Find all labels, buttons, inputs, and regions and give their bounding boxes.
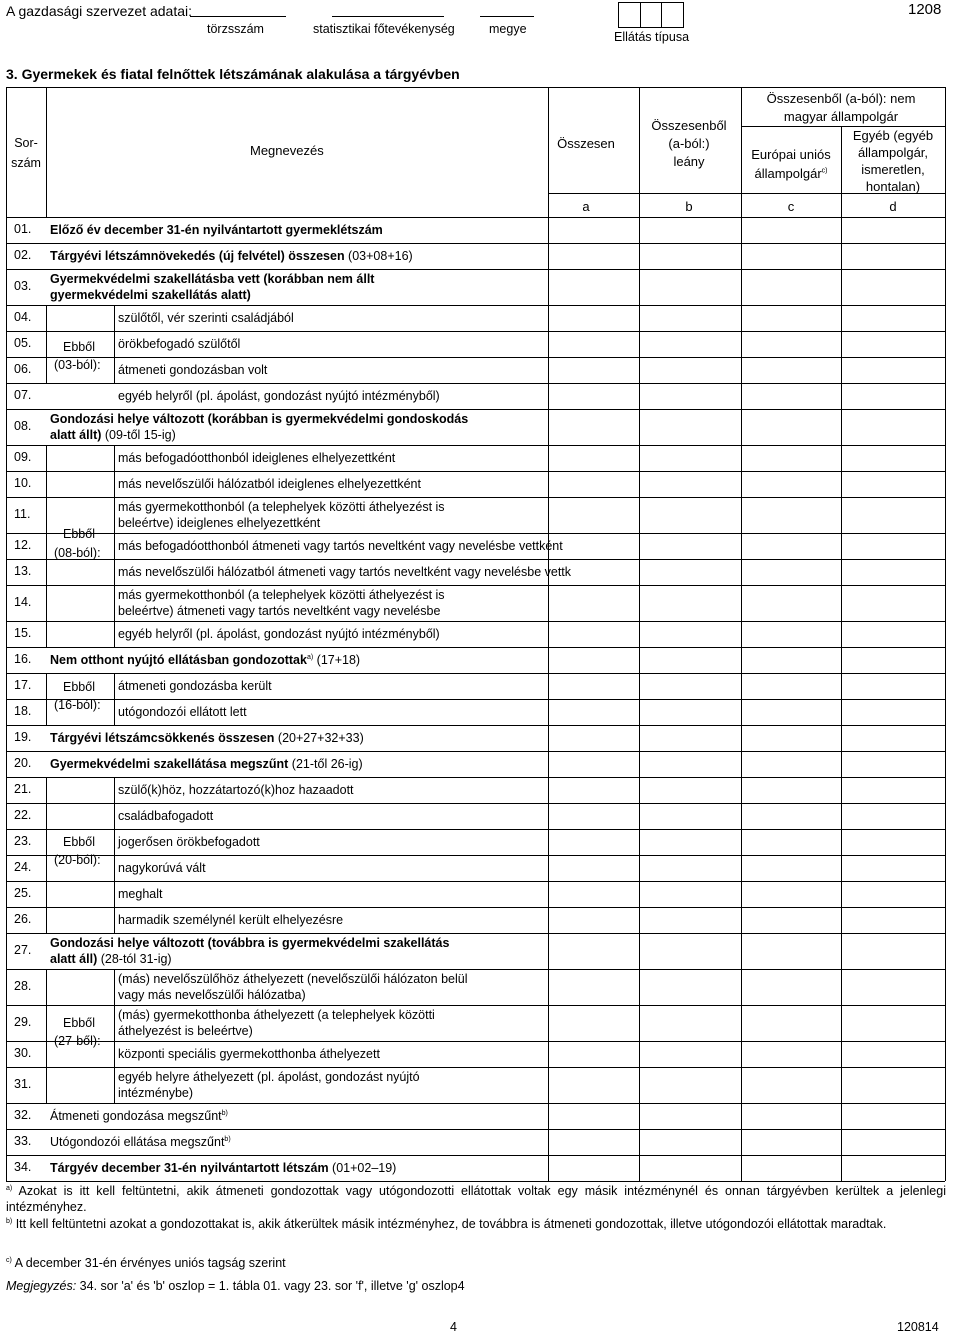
row-label-cont: áthelyezést is beleértve) <box>118 1024 253 1038</box>
group-ebbol-2: Ebből <box>63 527 95 541</box>
row-number: 29. <box>14 1015 32 1029</box>
row-border <box>6 1129 945 1130</box>
group-right-border <box>114 305 115 383</box>
row-label-range: (28-tól 31-ig) <box>97 952 172 966</box>
row-label-cont: alatt állt) <box>50 428 102 442</box>
row-number: 06. <box>14 362 32 376</box>
row-label <box>118 499 445 531</box>
group-left-border <box>46 445 47 647</box>
row-label <box>50 756 363 772</box>
row-label-main: Tárgyévi létszámcsökkenés összesen <box>50 731 275 745</box>
row-label-main: Tárgyévi létszámnövekedés (új felvétel) összesen <box>50 249 345 263</box>
row-number: 02. <box>14 248 32 262</box>
row-number: 31. <box>14 1077 32 1091</box>
row-border <box>6 471 945 472</box>
row-border <box>6 269 945 270</box>
row-border <box>6 855 945 856</box>
row-label-main: más nevelőszülői hálózatból ideiglenes elhelyezettként <box>118 477 421 491</box>
row-label <box>118 971 468 1003</box>
header-title: A gazdasági szervezet adatai: <box>6 3 193 19</box>
row-number: 25. <box>14 886 32 900</box>
col-egyeb-line4: hontalan) <box>865 179 921 194</box>
row-label <box>118 587 445 619</box>
torzsszam-line <box>190 16 286 17</box>
row-border <box>6 1103 945 1104</box>
row-label <box>118 834 260 850</box>
row-border <box>6 331 945 332</box>
row-label-main: Gondozási helye változott (továbbra is gyermekvédelmi szakellátás <box>50 936 450 950</box>
col-letter-d: d <box>889 199 897 214</box>
row-label <box>118 564 571 580</box>
col-eu-line2-text: állampolgár <box>754 166 822 181</box>
group-ebbol-1: Ebből <box>63 340 95 354</box>
row-number: 22. <box>14 808 32 822</box>
row-border <box>6 621 945 622</box>
row-label-sup: b) <box>221 1109 228 1117</box>
col-letter-c: c <box>787 199 795 214</box>
footnote-a-sup: a) <box>6 1184 13 1192</box>
ellatas-label: Ellátás típusa <box>614 30 690 44</box>
row-label <box>118 362 267 378</box>
note <box>6 1278 946 1294</box>
footnote-c-sup: c) <box>6 1256 12 1264</box>
row-number: 20. <box>14 756 32 770</box>
stat-line <box>332 16 444 17</box>
header-bottom-border <box>6 217 945 218</box>
torzsszam-label: törzsszám <box>207 22 264 36</box>
row-number: 16. <box>14 652 32 666</box>
row-label-main: más befogadóotthonból átmeneti vagy tartós neveltként vagy nevelésbe vettként <box>118 539 563 553</box>
row-label <box>50 935 449 967</box>
row-border <box>6 803 945 804</box>
col-megnevezes: Megnevezés <box>250 143 324 158</box>
row-number: 24. <box>14 860 32 874</box>
row-number: 13. <box>14 564 32 578</box>
col-leany-line2: (a-ból:) <box>668 136 710 151</box>
row-border <box>6 1005 945 1006</box>
row-label-main: más nevelőszülői hálózatból átmeneti vagy tartós neveltként vagy nevelésbe vettk <box>118 565 572 579</box>
row-border <box>6 585 945 586</box>
row-border <box>6 243 945 244</box>
row-label <box>118 678 272 694</box>
row-border <box>6 1041 945 1042</box>
col-leany <box>639 117 739 171</box>
row-label-cont: beleértve) ideiglenes elhelyezettként <box>118 516 321 530</box>
row-label-main: Átmeneti gondozása megszűnt <box>50 1109 222 1123</box>
row-number: 23. <box>14 834 32 848</box>
footnote-a <box>6 1183 946 1215</box>
row-border <box>6 533 945 534</box>
form-code: 120814 <box>897 1320 939 1334</box>
col-eu-line1: Európai uniós <box>751 147 831 162</box>
row-number: 03. <box>14 279 32 293</box>
row-number: 33. <box>14 1134 32 1148</box>
col-letter-b: b <box>685 199 693 214</box>
col-egyeb-line1: Egyéb (egyéb <box>852 128 934 143</box>
row-label-cont: (17+18) <box>313 653 361 667</box>
group-left-border <box>46 305 47 383</box>
col-egyeb <box>841 127 945 195</box>
row-label <box>118 1069 420 1101</box>
row-number: 27. <box>14 943 32 957</box>
row-border <box>6 647 945 648</box>
row-border <box>6 559 945 560</box>
row-border <box>6 1155 945 1156</box>
row-label-main: egyéb helyről (pl. ápolást, gondozást nyújtó intézményből) <box>118 627 440 641</box>
row-label <box>118 808 213 824</box>
footnote-c <box>6 1255 946 1271</box>
row-label-main: más gyermekotthonból (a telephelyek közötti áthelyezést is <box>118 588 445 602</box>
col-egyeb-line3: ismeretlen, <box>861 162 925 177</box>
row-label <box>118 886 162 902</box>
row-border <box>6 907 945 908</box>
row-label <box>118 476 421 492</box>
value-col-border <box>548 87 549 1181</box>
col-osszesen: Összesen <box>557 136 615 151</box>
row-label <box>118 336 240 352</box>
footnote-b-sup: b) <box>6 1217 13 1225</box>
row-border <box>6 1067 945 1068</box>
row-number: 19. <box>14 730 32 744</box>
row-number: 18. <box>14 704 32 718</box>
row-number: 28. <box>14 979 32 993</box>
table-left-border <box>6 87 7 1181</box>
row-number: 10. <box>14 476 32 490</box>
group-right-border <box>114 673 115 725</box>
col-sorszam-line1: Sor- <box>14 136 38 150</box>
row-label <box>118 704 247 720</box>
row-number: 26. <box>14 912 32 926</box>
row-label <box>50 1160 396 1176</box>
row-number: 21. <box>14 782 32 796</box>
row-label-main: családbafogadott <box>118 809 214 823</box>
group-ebbol-5: Ebből <box>63 1016 95 1030</box>
row-label <box>118 860 206 876</box>
row-label-sup: a) <box>306 653 314 661</box>
row-label-cont: gyermekvédelmi szakellátás alatt) <box>50 288 251 302</box>
table-top-border <box>6 87 945 88</box>
row-label-main: szülőtől, vér szerinti családjából <box>118 311 294 325</box>
row-number: 17. <box>14 678 32 692</box>
table-right-border <box>945 87 946 1181</box>
row-label-main: (más) gyermekotthonba áthelyezett (a telephelyek közötti <box>118 1008 435 1022</box>
group-ebbol-4: Ebből <box>63 835 95 849</box>
row-number: 07. <box>14 388 32 402</box>
group-left-border <box>46 777 47 933</box>
col-eu-line2 <box>741 164 841 183</box>
row-border <box>6 673 945 674</box>
row-label <box>50 1134 231 1150</box>
row-border <box>6 497 945 498</box>
row-label-cont: intézménybe) <box>118 1086 194 1100</box>
row-label <box>118 626 440 642</box>
row-label <box>50 271 374 303</box>
row-label <box>118 450 395 466</box>
row-label-main: egyéb helyről (pl. ápolást, gondozást nyújtó intézményből) <box>118 389 440 403</box>
ellatas-tipusa-boxes[interactable] <box>618 2 684 28</box>
row-border <box>6 357 945 358</box>
group-right-border <box>114 777 115 933</box>
section-title: 3. Gyermekek és fiatal felnőttek létszámának alakulása a tárgyévben <box>6 66 460 82</box>
row-label-main: Gondozási helye változott (korábban is gyermekvédelmi gondoskodás <box>50 412 469 426</box>
value-col-border <box>741 87 742 1181</box>
row-label <box>118 538 563 554</box>
group-label-16: (16-ból): <box>54 698 101 712</box>
row-number: 09. <box>14 450 32 464</box>
group-right-border <box>114 969 115 1103</box>
row-label <box>118 912 343 928</box>
row-border <box>6 829 945 830</box>
row-label-main: Előző év december 31-én nyilvántartott gyermeklétszám <box>50 223 383 237</box>
row-label <box>50 222 383 238</box>
row-label-main: szülő(k)höz, hozzátartozó(k)hoz hazaadott <box>118 783 354 797</box>
footnote-b <box>6 1216 946 1232</box>
row-label <box>50 652 360 668</box>
row-label-cont: (20+27+32+33) <box>274 731 364 745</box>
row-label-cont: (01+02–19) <box>328 1161 397 1175</box>
row-label-cont: vagy más nevelőszülői hálózatba) <box>118 988 306 1002</box>
row-label-cont: (03+08+16) <box>344 249 413 263</box>
row-label-cont: beleértve) átmeneti vagy tartós neveltként vagy nevelésbe <box>118 604 441 618</box>
row-border <box>6 699 945 700</box>
row-number: 32. <box>14 1108 32 1122</box>
row-label-main: átmeneti gondozásban volt <box>118 363 268 377</box>
row-label-main: Tárgyév december 31-én nyilvántartott létszám <box>50 1161 329 1175</box>
value-col-border <box>639 87 640 1181</box>
row-border <box>6 1181 945 1182</box>
table-number: 1208 <box>908 1 942 18</box>
row-label <box>118 1046 380 1062</box>
row-label-sup: b) <box>224 1135 231 1143</box>
row-border <box>6 445 945 446</box>
row-border <box>6 409 945 410</box>
row-label <box>118 782 354 798</box>
row-label <box>50 248 413 264</box>
row-border <box>6 305 945 306</box>
sorszam-col-border <box>46 87 47 217</box>
row-label-main: utógondozói ellátott lett <box>118 705 247 719</box>
megye-line <box>480 16 534 17</box>
col-eu-sup: c) <box>821 167 828 175</box>
row-label <box>50 1108 228 1124</box>
row-label-range: (09-től 15-ig) <box>101 428 176 442</box>
row-label-main: Utógondozói ellátása megszűnt <box>50 1135 225 1149</box>
row-border <box>6 933 945 934</box>
group-label-03: (03-ból): <box>54 358 101 372</box>
col-nem-magyar <box>741 90 941 126</box>
row-border <box>6 969 945 970</box>
row-border <box>6 751 945 752</box>
row-label-main: átmeneti gondozásba került <box>118 679 272 693</box>
row-number: 05. <box>14 336 32 350</box>
group-left-border <box>46 969 47 1103</box>
group-right-border <box>114 445 115 647</box>
value-col-border <box>841 126 842 1181</box>
row-number: 01. <box>14 222 32 236</box>
row-label-cont: (21-től 26-ig) <box>288 757 363 771</box>
group-label-08: (08-ból): <box>54 546 101 560</box>
col-leany-line3: leány <box>673 154 705 169</box>
row-label-main: központi speciális gyermekotthonba áthelyezett <box>118 1047 380 1061</box>
group-ebbol-3: Ebből <box>63 680 95 694</box>
row-label-main: harmadik személynél került elhelyezésre <box>118 913 344 927</box>
row-border <box>6 725 945 726</box>
col-eu <box>741 145 841 183</box>
row-border <box>6 881 945 882</box>
row-number: 14. <box>14 595 32 609</box>
row-label <box>50 730 364 746</box>
row-number: 04. <box>14 310 32 324</box>
note-label: Megjegyzés: <box>6 1279 77 1293</box>
row-label-main: más gyermekotthonból (a telephelyek közötti áthelyezést is <box>118 500 445 514</box>
row-border <box>6 777 945 778</box>
row-label-main: Nem otthont nyújtó ellátásban gondozottak <box>50 653 307 667</box>
page-number: 4 <box>450 1320 457 1334</box>
row-number: 12. <box>14 538 32 552</box>
row-number: 34. <box>14 1160 32 1174</box>
group-label-20: (20-ból): <box>54 853 101 867</box>
row-label-main: (más) nevelőszülőhöz áthelyezett (nevelőszülői hálózaton belül <box>118 972 468 986</box>
row-label-main: Gyermekvédelmi szakellátása megszűnt <box>50 757 289 771</box>
footnote-a-text: Azokat is itt kell feltüntetni, akik átmeneti gondozottak vagy utógondozotti ellátottak voltak egy másik intézménynél és onnan tárgyévben kerültek a jelenlegi intézményhez. <box>6 1184 946 1214</box>
row-number: 11. <box>14 507 31 521</box>
row-number: 30. <box>14 1046 32 1060</box>
row-label-cont: alatt áll) <box>50 952 98 966</box>
row-number: 15. <box>14 626 32 640</box>
row-label-main: meghalt <box>118 887 163 901</box>
row-label-main: jogerősen örökbefogadott <box>118 835 260 849</box>
row-label-main: Gyermekvédelmi szakellátásba vett (korábban nem állt <box>50 272 375 286</box>
row-label <box>50 411 468 443</box>
row-label-main: egyéb helyre áthelyezett (pl. ápolást, gondozást nyújtó <box>118 1070 420 1084</box>
row-label <box>118 310 294 326</box>
footnote-c-text: A december 31-én érvényes uniós tagság szerint <box>11 1256 286 1270</box>
col-letter-a: a <box>582 199 590 214</box>
row-label <box>118 388 440 404</box>
footnote-b-text: Itt kell feltüntetni azokat a gondozottakat is, akik átkerültek másik intézményhez, de továbbra is átmeneti gondozottak, illetve utógondozói ellátottak maradtak. <box>12 1217 887 1231</box>
col-sorszam-line2: szám <box>11 156 41 170</box>
group-label-27: (27-ből): <box>54 1034 101 1048</box>
row-label <box>118 1007 435 1039</box>
row-label-main: más befogadóotthonból ideiglenes elhelyezettként <box>118 451 396 465</box>
stat-label: statisztikai főtevékenység <box>313 22 455 36</box>
row-label-main: nagykorúvá vált <box>118 861 206 875</box>
col-nem-magyar-line1: Összesenből (a-ból): nem <box>766 91 916 106</box>
col-sorszam <box>6 133 46 173</box>
col-leany-line1: Összesenből <box>651 118 727 133</box>
col-egyeb-line2: állampolgár, <box>857 145 929 160</box>
note-text: 34. sor 'a' és 'b' oszlop = 1. tábla 01. vagy 23. sor 'f', illetve 'g' oszlop4 <box>76 1279 465 1293</box>
group-left-border <box>46 673 47 725</box>
row-border <box>6 383 945 384</box>
col-nem-magyar-line2: magyar állampolgár <box>783 109 899 124</box>
row-number: 08. <box>14 419 32 433</box>
row-label-main: örökbefogadó szülőtől <box>118 337 241 351</box>
megye-label: megye <box>489 22 527 36</box>
